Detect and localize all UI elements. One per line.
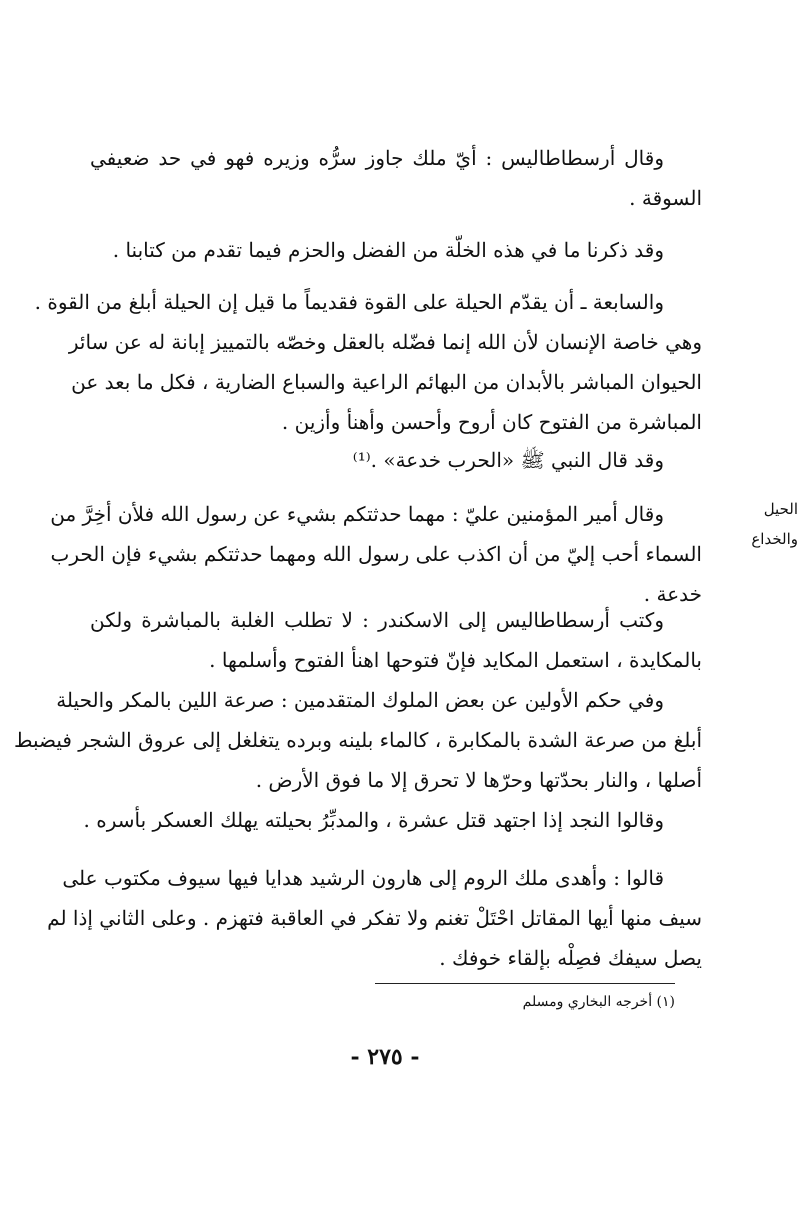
text-line: خدعة . xyxy=(643,582,702,606)
text-line: السماء أحب إليّ من أن اكذب على رسول الله ومهما حدثتكم بشيء فإن الحرب xyxy=(50,542,702,566)
paragraph-mentioned-before xyxy=(90,230,702,270)
page-number: - ٢٧٥ - xyxy=(350,1044,420,1070)
paragraph-najd xyxy=(83,800,702,840)
paragraph-aristotle-alexander xyxy=(90,600,702,680)
text-line: سيف منها أيها المقاتل احْتَلْ تغنم ولا تفكر في العاقبة فتهزم . وعلى الثاني إذا لم xyxy=(47,906,702,930)
paragraph-ancient-wisdom xyxy=(13,680,702,800)
paragraph-hadith xyxy=(90,440,702,480)
margin-note xyxy=(718,494,798,554)
text-line: وهي خاصة الإنسان لأن الله إنما فضّله بالعقل وخصّه بالتمييز إبانة له عن سائر xyxy=(68,330,702,354)
text-line: أصلها ، والنار بحدّتها وحرّها لا تحرق إلا ما فوق الأرض . xyxy=(255,768,702,792)
footnote-separator xyxy=(375,983,675,984)
text-line: يصل سيفك فصِلْه بإلقاء خوفك . xyxy=(439,946,702,970)
paragraph-harun-swords xyxy=(47,858,702,978)
margin-note-line: والخداع xyxy=(751,530,798,548)
paragraph-seventh-trick xyxy=(34,282,702,442)
text-line: وقال أمير المؤمنين عليّ : مهما حدثتكم بشيء عن رسول الله فلأن أخِرَّ من xyxy=(50,502,664,526)
text-line: قالوا : وأهدى ملك الروم إلى هارون الرشيد هدايا فيها سيوف مكتوب على xyxy=(62,866,664,890)
text-line: والسابعة ـ أن يقدّم الحيلة على القوة فقديماً ما قيل إن الحيلة أبلغ من القوة . xyxy=(34,290,664,314)
text-line: وكتب أرسطاطاليس إلى الاسكندر : لا تطلب الغلبة بالمباشرة ولكن xyxy=(90,608,664,632)
text-line: المباشرة من الفتوح كان أروح وأحسن وأهنأ وأزين . xyxy=(281,410,702,434)
margin-note-line: الحيل xyxy=(763,500,798,518)
text-line: وفي حكم الأولين عن بعض الملوك المتقدمين : صرعة اللين بالمكر والحيلة xyxy=(56,688,664,712)
paragraph-aristotle-minister xyxy=(90,138,702,218)
text-line: وقال أرسطاطاليس : أيّ ملك جاوز سرُّه وزيره فهو في حد ضعيفي xyxy=(90,146,664,170)
text-line: السوقة . xyxy=(629,186,702,210)
text-line: الحيوان المباشر بالأبدان من البهائم الراعية والسباع الضارية ، فكل ما بعد عن xyxy=(71,370,702,394)
footnote: (١) أخرجه البخاري ومسلم xyxy=(522,994,675,1010)
paragraph-ali xyxy=(50,494,702,614)
text-line: أبلغ من صرعة الشدة بالمكابرة ، كالماء بلينه وبرده يتغلغل إلى عروق الشجر فيضبط xyxy=(13,728,702,752)
text-line: وقد ذكرنا ما في هذه الخلّة من الفضل والحزم فيما تقدم من كتابنا . xyxy=(112,238,664,262)
text-line: وقد قال النبي ﷺ «الحرب خدعة» .⁽¹⁾ xyxy=(352,448,664,472)
text-line: بالمكايدة ، استعمل المكايد فإنّ فتوحها اهنأ الفتوح وأسلمها . xyxy=(209,648,702,672)
text-line: وقالوا النجد إذا اجتهد قتل عشرة ، والمدبِّرُ بحيلته يهلك العسكر بأسره . xyxy=(83,808,664,832)
